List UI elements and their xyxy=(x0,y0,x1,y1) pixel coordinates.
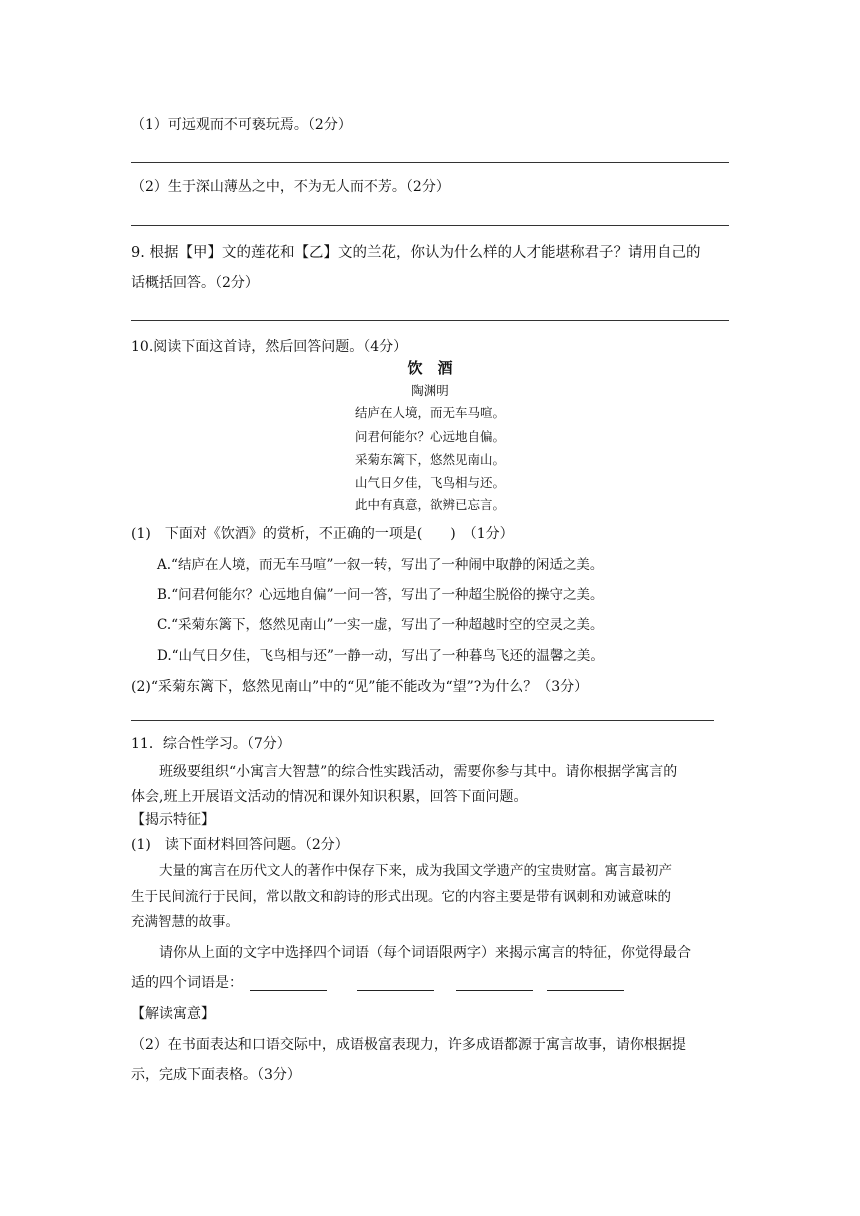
q11-para-1-line-2: 体会,班上开展语文活动的情况和课外知识积累，回答下面问题。 xyxy=(131,789,528,805)
q10-sub-1: (1) 下面对《饮酒》的赏析，不正确的一项是( ) （1分） xyxy=(131,526,514,542)
answer-line-q8-2 xyxy=(131,225,729,226)
prompt-line-1: 请你从上面的文字中选择四个词语（每个词语限两字）来揭示寓言的特征，你觉得最合 xyxy=(159,945,691,961)
q10-option-d: D.“山气日夕佳，飞鸟相与还”一静一动，写出了一种暮鸟飞还的温馨之美。 xyxy=(157,648,604,664)
q10-option-c: C.“采菊东篱下，悠然见南山”一实一虚，写出了一种超越时空的空灵之美。 xyxy=(157,617,604,633)
answer-blank-4 xyxy=(547,990,624,991)
answer-blank-2 xyxy=(357,990,434,991)
poem-author: 陶渊明 xyxy=(411,383,449,398)
material-line-2: 生于民间流行于民间，常以散文和韵诗的形式出现。它的内容主要是带有讽刺和劝诫意味的 xyxy=(131,889,671,905)
answer-line-q8-1 xyxy=(131,162,729,163)
poem-line-5: 此中有真意，欲辨已忘言。 xyxy=(354,497,505,512)
material-line-3: 充满智慧的故事。 xyxy=(131,914,239,930)
answer-line-q10 xyxy=(131,720,714,721)
q11-para-1-line-1: 班级要组织“小寓言大智慧”的综合性实践活动，需要你参与其中。请你根据学寓言的 xyxy=(159,764,678,780)
answer-blank-1 xyxy=(250,990,327,991)
q8-item-1: （1）可远观而不可亵玩焉。（2分） xyxy=(131,117,352,133)
poem-line-1: 结庐在人境，而无车马喧。 xyxy=(354,405,505,420)
poem-line-3: 采菊东篱下，悠然见南山。 xyxy=(354,452,505,467)
poem-line-4: 山气日夕佳，飞鸟相与还。 xyxy=(354,475,505,490)
prompt-line-2: 适的四个词语是： xyxy=(131,975,243,991)
poem-title: 饮 酒 xyxy=(407,359,453,377)
q11-intro: 11．综合性学习。（7分） xyxy=(131,736,291,752)
q9-line-2: 话概括回答。（2分） xyxy=(131,275,259,291)
q11-sub-2-line-1: （2）在书面表达和口语交际中，成语极富表现力，许多成语都源于寓言故事，请你根据提 xyxy=(131,1037,686,1053)
q11-sub-1: (1) 读下面材料回答问题。（2分） xyxy=(131,837,349,853)
poem-line-2: 问君何能尔？心远地自偏。 xyxy=(354,429,505,444)
q10-intro: 10.阅读下面这首诗，然后回答问题。（4分） xyxy=(131,339,408,355)
material-line-1: 大量的寓言在历代文人的著作中保存下来，成为我国文学遗产的宝贵财富。寓言最初产 xyxy=(159,863,672,879)
q11-sub-2-line-2: 示，完成下面表格。（3分） xyxy=(131,1067,301,1083)
answer-blank-3 xyxy=(456,990,533,991)
section-heading-features: 【揭示特征】 xyxy=(131,812,215,828)
q8-item-2: （2）生于深山薄丛之中，不为无人而不芳。（2分） xyxy=(131,179,450,195)
section-heading-meaning: 【解读寓意】 xyxy=(131,1006,215,1022)
answer-line-q9 xyxy=(131,320,729,321)
q10-sub-2: (2)“采菊东篱下，悠然见南山”中的“见”能不能改为“望”?为什么？（3分） xyxy=(131,679,589,695)
q10-option-b: B.“问君何能尔？心远地自偏”一问一答，写出了一种超尘脱俗的操守之美。 xyxy=(157,587,604,603)
q10-option-a: A.“结庐在人境，而无车马喧”一叙一转，写出了一种闹中取静的闲适之美。 xyxy=(157,557,604,573)
q9-line-1: 9. 根据【甲】文的莲花和【乙】文的兰花，你认为什么样的人才能堪称君子？请用自己的 xyxy=(131,245,701,261)
